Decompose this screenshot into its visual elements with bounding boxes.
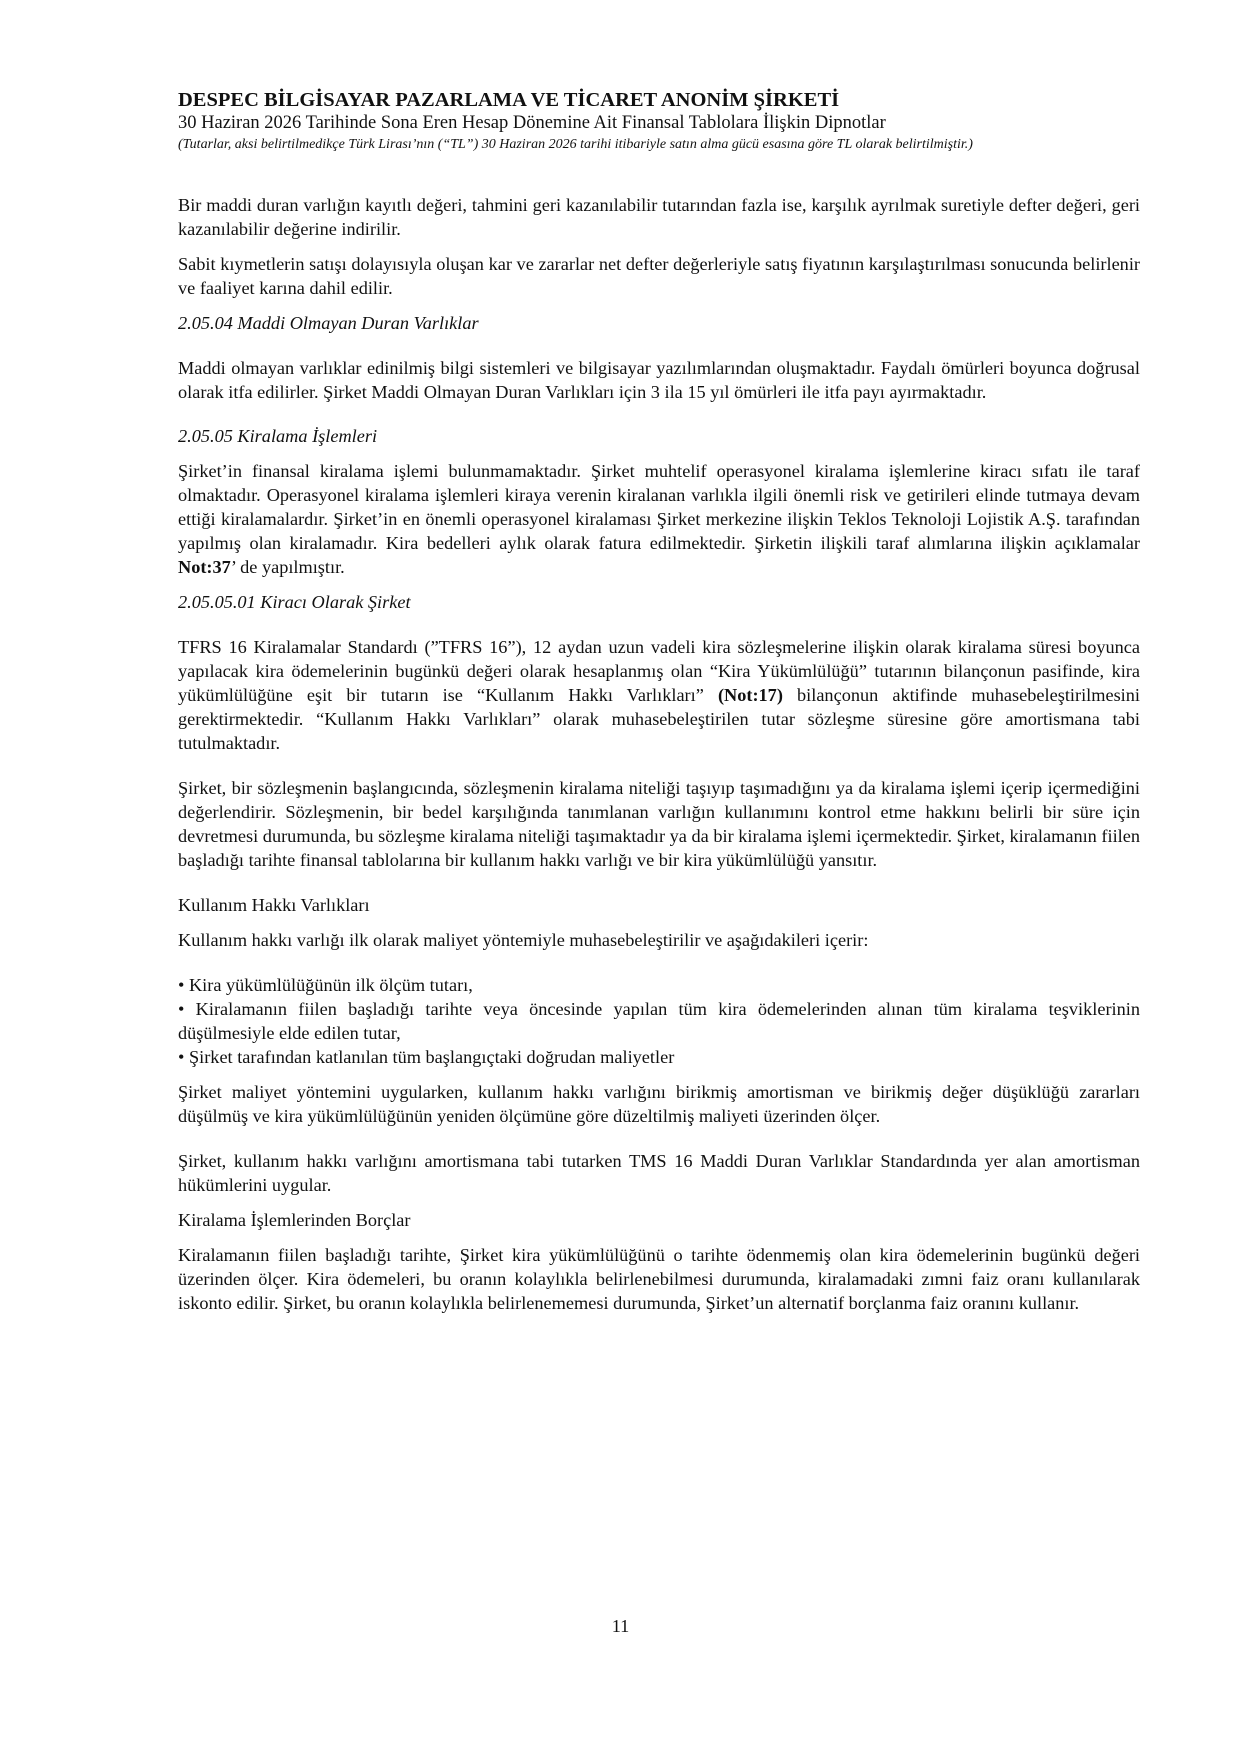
page-number: 11	[611, 1616, 630, 1636]
paragraph: Şirket, kullanım hakkı varlığını amortismana tabi tutarken TMS 16 Maddi Duran Varlıklar Standardında yer alan amortisman hükümlerini uygular.	[178, 1151, 1140, 1195]
paragraph: Maddi olmayan varlıklar edinilmiş bilgi sistemleri ve bilgisayar yazılımlarından oluşmaktadır. Faydalı ömürleri boyunca doğrusal olarak itfa edilirler. Şirket Maddi Olmayan Duran Varlıkları için 3 ila 15 yıl ömürleri ile itfa payı ayırmaktadır.	[178, 358, 1140, 402]
company-name: DESPEC BİLGİSAYAR PAZARLAMA VE TİCARET ANONİM ŞİRKETİ	[178, 89, 840, 111]
bullet-item: • Kiralamanın fiilen başladığı tarihte veya öncesinde yapılan tüm kira ödemelerinden alınan tüm kiralama teşviklerinin düşülmesiyle elde edilen tutar,	[178, 999, 1140, 1043]
bullet-item: • Şirket tarafından katlanılan tüm başlangıçtaki doğrudan maliyetler	[178, 1047, 675, 1067]
page-body	[178, 193, 1140, 1315]
paragraph: Bir maddi duran varlığın kayıtlı değeri, tahmini geri kazanılabilir tutarından fazla ise, karşılık ayrılmak suretiyle defter değeri, geri kazanılabilir değerine indirilir.	[178, 195, 1140, 239]
paragraph: Şirket, bir sözleşmenin başlangıcında, sözleşmenin kiralama niteliği taşıyıp taşımadığını ya da kiralama işlemi içerip içermediğini değerlendirir. Sözleşmenin, bir bedel karşılığında tanımlanan varlığın kullanımını kontrol etme hakkını belirli bir süre için devretmesi durumunda, bu sözleşme kiralama niteliği taşımaktadır ya da bir kiralama işlemi içermektedir. Şirket, kiralamanın fiilen başladığı tarihte finansal tablolarına bir kullanım hakkı varlığı ve bir kira yükümlülüğü yansıtır.	[178, 778, 1140, 870]
section-heading: 2.05.04 Maddi Olmayan Duran Varlıklar	[178, 313, 479, 333]
paragraph-text: Şirket’in finansal kiralama işlemi bulunmamaktadır. Şirket muhtelif operasyonel kiralama işlemlerine kiracı sıfatı ile taraf olmaktadır. Operasyonel kiralama işlemleri kiraya verenin kiralanan varlıkla ilgili önemli risk ve getirileri elinde tutmaya devam ettiği kiralamalardır. Şirket’in en önemli operasyonel kiralaması Şirket merkezine ilişkin Teklos Teknoloji Lojistik A.Ş. tarafından yapılmış olan kiralamadır. Kira bedelleri aylık olarak fatura edilmektedir. Şirketin ilişkili taraf alımlarına ilişkin açıklamalar	[178, 461, 1140, 553]
bullet-item: • Kira yükümlülüğünün ilk ölçüm tutarı,	[178, 975, 473, 995]
paragraph-text: TFRS 16 Kiralamalar Standardı (”TFRS 16”), 12 aydan uzun vadeli kira sözleşmelerine ilişkin olarak kiralama süresi boyunca yapılacak kira ödemelerinin bugünkü değeri olarak hesaplanmış olan “Kira Yükümlülüğü” tutarının bilançonun pasifinde, kira yükümlülüğüne eşit bir tutarın ise “Kullanım Hakkı Varlıkları”	[178, 637, 1140, 705]
page-header	[178, 88, 1138, 155]
section-heading: 2.05.05 Kiralama İşlemleri	[178, 426, 378, 446]
note-reference: Not:37	[178, 557, 231, 577]
section-heading: 2.05.05.01 Kiracı Olarak Şirket	[178, 592, 411, 612]
document-subtitle: 30 Haziran 2026 Tarihinde Sona Eren Hesap Dönemine Ait Finansal Tablolara İlişkin Dipnotlar	[178, 113, 886, 133]
paragraph: Şirket maliyet yöntemini uygularken, kullanım hakkı varlığını birikmiş amortisman ve birikmiş değer düşüklüğü zararları düşülmüş ve kira yükümlülüğünün yeniden ölçümüne göre düzeltilmiş maliyeti üzerinden ölçer.	[178, 1082, 1140, 1126]
section-heading: Kiralama İşlemlerinden Borçlar	[178, 1210, 411, 1230]
paragraph: Sabit kıymetlerin satışı dolayısıyla oluşan kar ve zararlar net defter değerleriyle satış fiyatının karşılaştırılması sonucunda belirlenir ve faaliyet karına dahil edilir.	[178, 254, 1140, 298]
paragraph: Kiralamanın fiilen başladığı tarihte, Şirket kira yükümlülüğünü o tarihte ödenmemiş olan kira ödemelerinin bugünkü değeri üzerinden ölçer. Kira ödemeleri, bu oranın kolaylıkla belirlenebilmesi durumunda, kiralamadaki zımni faiz oranı kullanılarak iskonto edilir. Şirket, bu oranın kolaylıkla belirlenememesi durumunda, Şirket’un alternatif borçlanma faiz oranını kullanır.	[178, 1245, 1140, 1313]
paragraph: Kullanım hakkı varlığı ilk olarak maliyet yöntemiyle muhasebeleştirilir ve aşağıdakileri içerir:	[178, 930, 869, 950]
paragraph-text: ’ de yapılmıştır.	[230, 557, 345, 577]
currency-note: (Tutarlar, aksi belirtilmedikçe Türk Lirası’nın (“TL”) 30 Haziran 2026 tarihi itibariyle satın alma gücü esasına göre TL olarak belirtilmiştir.)	[178, 137, 973, 152]
paragraph-text: bilançonun aktifinde muhasebeleştirilmesini gerektirmektedir. “Kullanım Hakkı Varlıkları” olarak muhasebeleştirilen tutar sözleşme süresine göre amortismana tabi tutulmaktadır.	[178, 685, 1140, 753]
note-reference: (Not:17)	[717, 685, 783, 705]
paragraph	[178, 635, 1140, 755]
section-heading: Kullanım Hakkı Varlıkları	[178, 895, 370, 915]
paragraph	[178, 459, 1140, 579]
